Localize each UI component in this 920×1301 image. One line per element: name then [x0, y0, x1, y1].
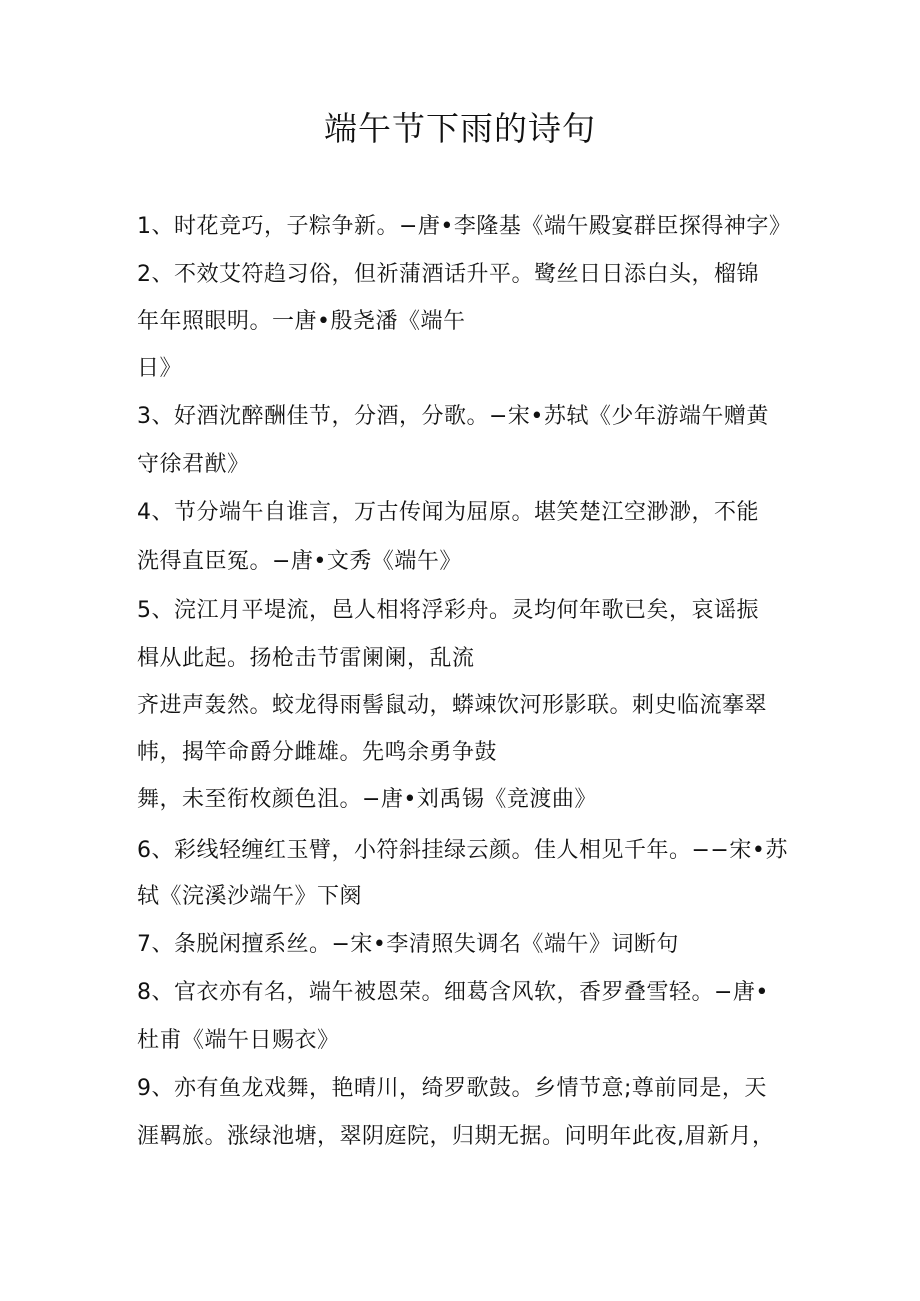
- poem-line-18: 杜甫《端午日赐衣》: [137, 1028, 340, 1053]
- poem-line-16: 7、条脱闲擅系丝。−宋•李清照失调名《端午》词断句: [137, 932, 679, 957]
- poem-line-8: 洗得直臣冤。−唐•文秀《端午》: [137, 549, 462, 574]
- poem-line-19: 9、亦有鱼龙戏舞，艳晴川，绮罗歌鼓。乡情节意;尊前同是，天: [137, 1076, 767, 1101]
- document-title: 端午节下雨的诗句: [324, 109, 596, 148]
- poem-line-4: 日》: [137, 356, 183, 381]
- poem-line-13: 舞，未至衔枚颜色沮。−唐•刘禹锡《竞渡曲》: [137, 787, 597, 812]
- poem-line-9: 5、浣江月平堤流，邑人相将浮彩舟。灵均何年歌已矣，哀谣振: [137, 598, 759, 623]
- poem-line-20: 涯羁旅。涨绿池塘，翠阴庭院，归期无据。问明年此夜,眉新月，: [137, 1124, 775, 1149]
- poem-line-5: 3、好酒沈醉酬佳节，分酒，分歌。−宋•苏轼《少年游端午赠黄: [137, 404, 769, 429]
- poem-line-14: 6、彩线轻缠红玉臂，小符斜挂绿云颜。佳人相见千年。−−宋•苏: [137, 838, 788, 863]
- poem-line-1: 1、时花竞巧，子粽争新。−唐•李隆基《端午殿宴群臣探得神字》: [137, 214, 792, 239]
- poem-line-12: 帏，揭竿命爵分雌雄。先鸣余勇争鼓: [137, 740, 498, 765]
- poem-line-6: 守徐君猷》: [137, 452, 250, 477]
- poem-line-3: 年年照眼明。一唐•殷尧潘《端午: [137, 309, 466, 334]
- poem-line-11: 齐进声轰然。蛟龙得雨髻鼠动，蟒竦饮河形影联。刺史临流搴翠: [137, 693, 768, 718]
- poem-line-2: 2、不效艾符趋习俗，但祈蒲酒话升平。鹭丝日日添白头，榴锦: [137, 262, 759, 287]
- poem-line-17: 8、官衣亦有名，端午被恩荣。细葛含风软，香罗叠雪轻。−唐•: [137, 980, 769, 1005]
- poem-line-15: 轼《浣溪沙端午》下阕: [137, 884, 363, 909]
- poem-line-7: 4、节分端午自谁言，万古传闻为屈原。堪笑楚江空渺渺，不能: [137, 500, 759, 525]
- poem-line-10: 楫从此起。扬枪击节雷阑阑，乱流: [137, 646, 475, 671]
